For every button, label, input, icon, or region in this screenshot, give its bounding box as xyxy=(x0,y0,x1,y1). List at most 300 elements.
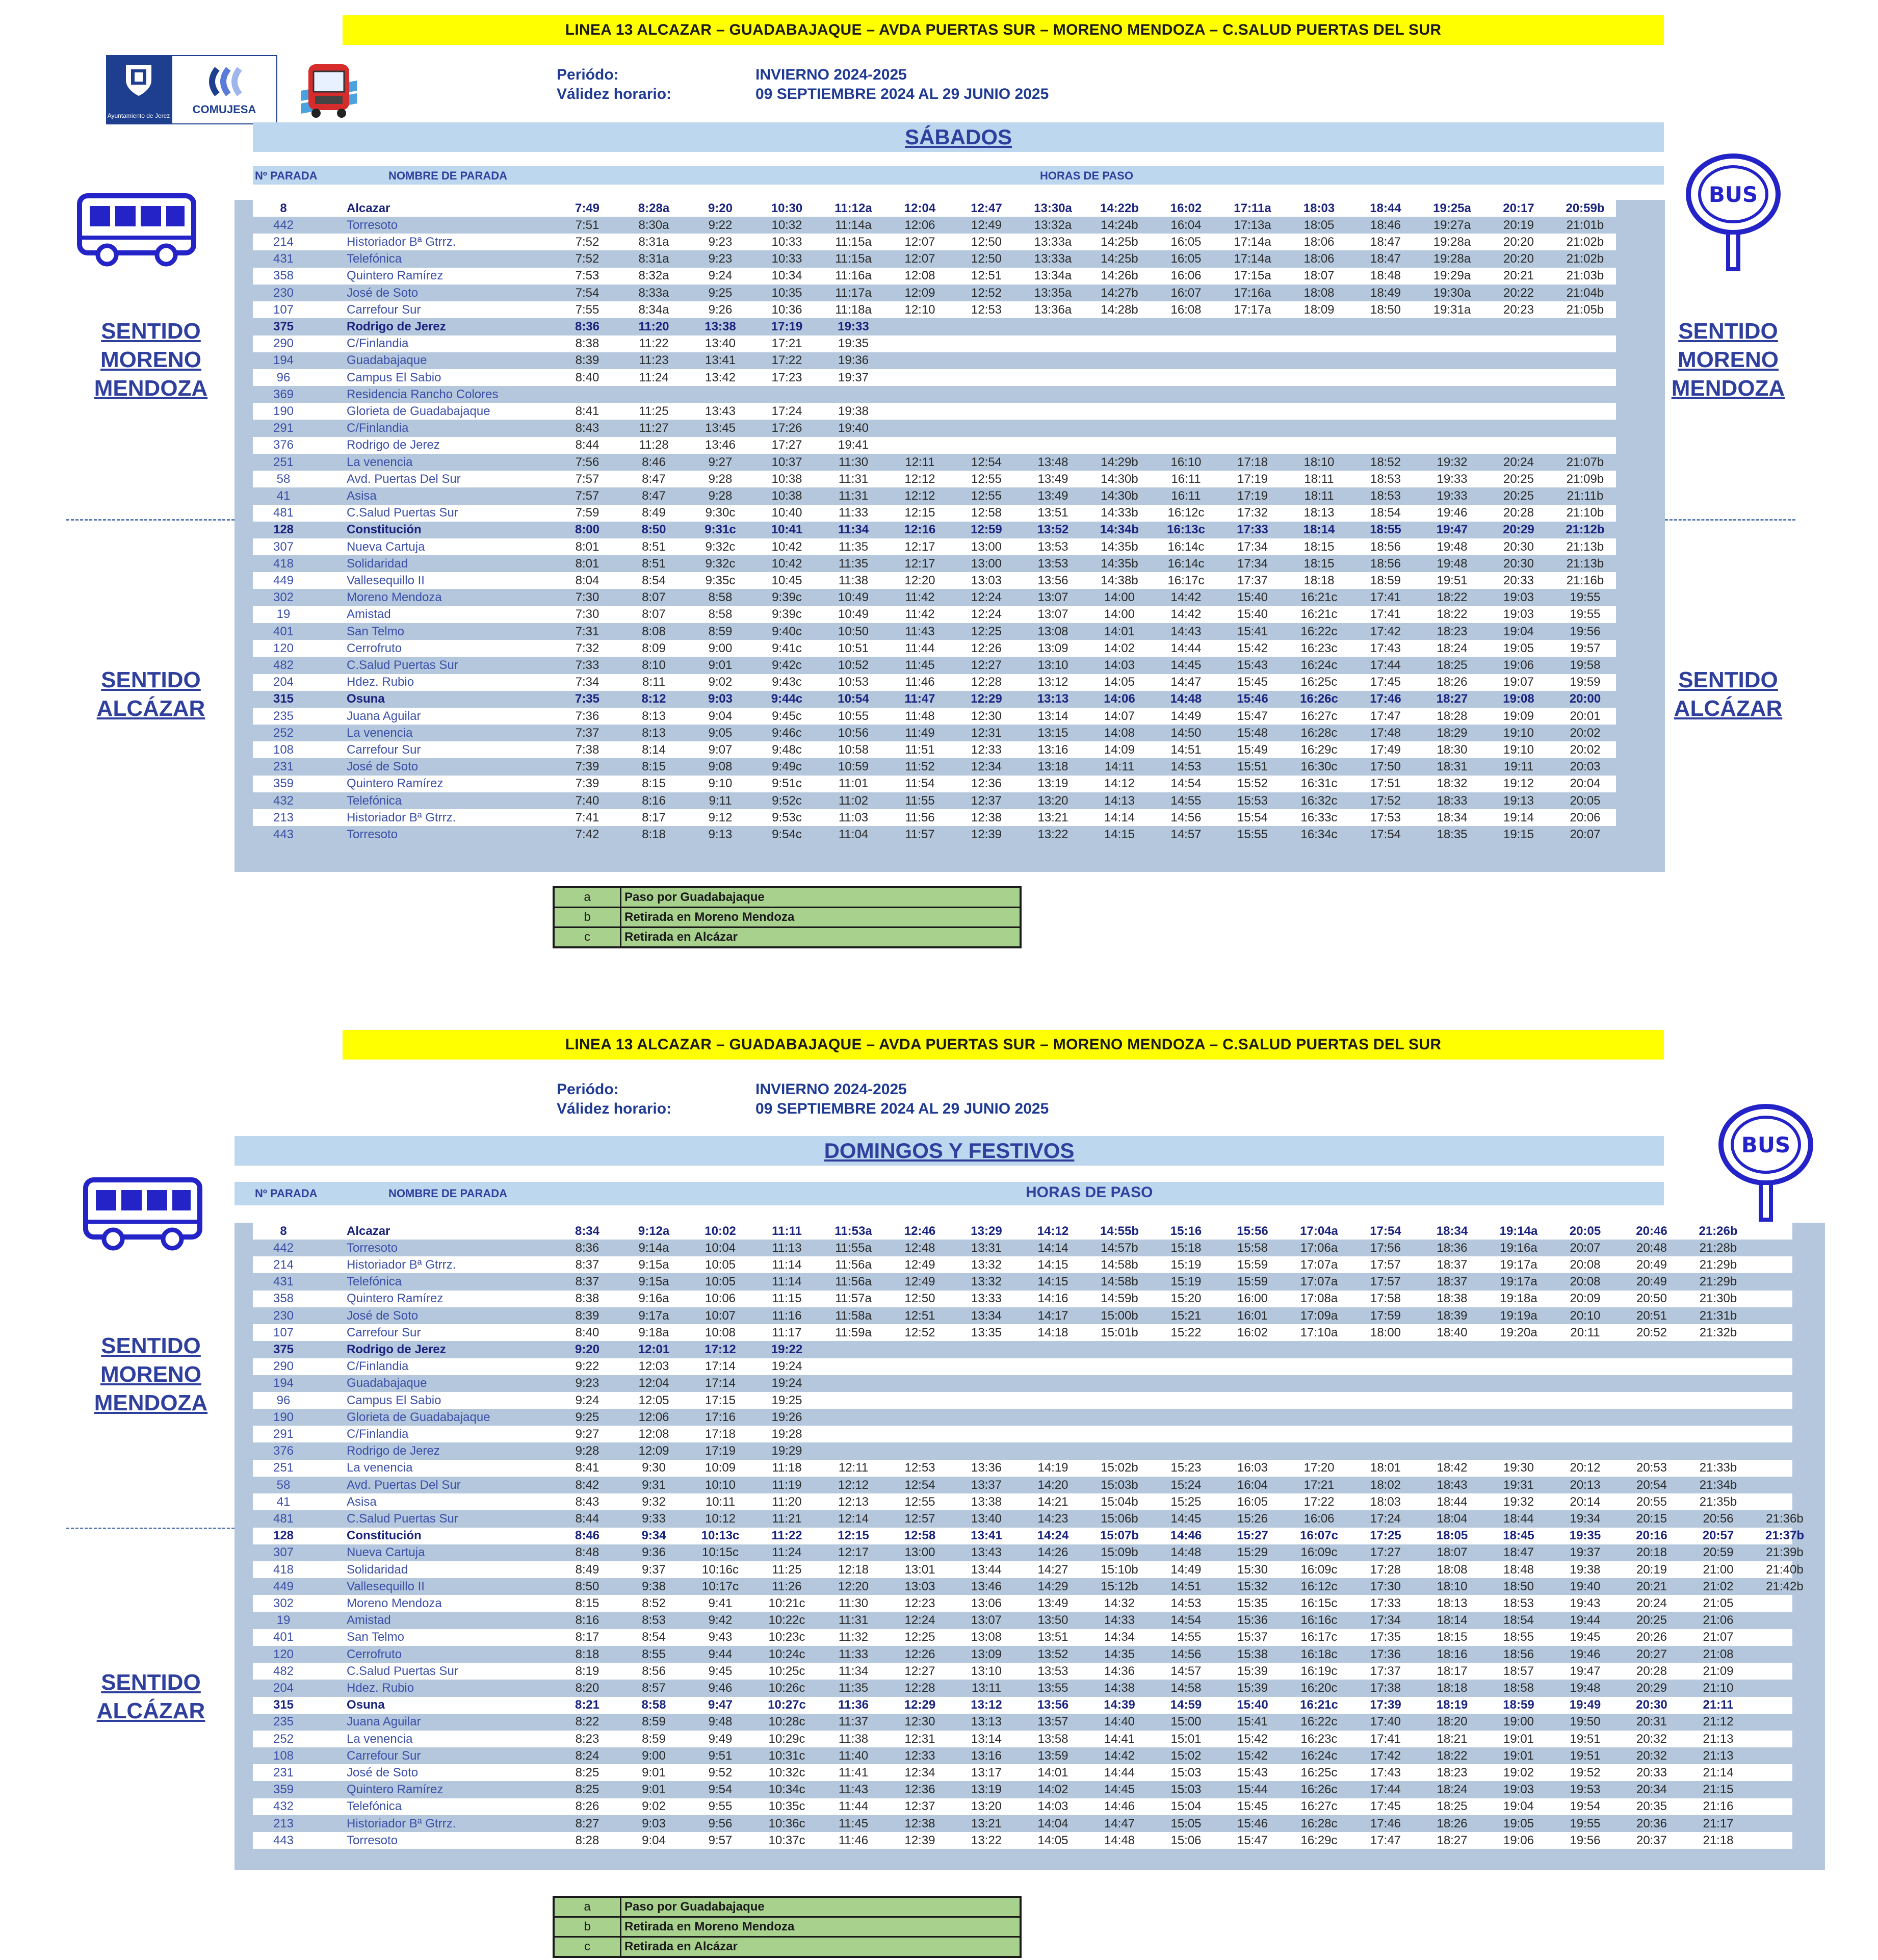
departure-time: 7:36 xyxy=(575,709,599,723)
departure-time: 17:44 xyxy=(1370,658,1401,672)
departure-time: 21:13b xyxy=(1566,539,1604,554)
stop-name: Carrefour Sur xyxy=(347,302,421,317)
departure-time: 9:47 xyxy=(708,1698,733,1712)
departure-time: 9:36 xyxy=(642,1545,666,1560)
table-row xyxy=(253,1324,1792,1341)
departure-time: 9:34 xyxy=(641,1529,666,1543)
departure-time: 12:17 xyxy=(904,556,935,571)
departure-time: 17:37 xyxy=(1370,1664,1401,1678)
departure-time: 14:17 xyxy=(1037,1308,1068,1323)
departure-time: 19:03 xyxy=(1503,1783,1534,1797)
table-row xyxy=(253,1392,1792,1409)
departure-time: 14:43 xyxy=(1170,624,1202,638)
departure-time: 11:43 xyxy=(838,1783,869,1797)
stop-name: Rodrigo de Jerez xyxy=(347,1444,440,1458)
departure-time: 12:12 xyxy=(904,472,935,486)
departure-time: 10:16c xyxy=(701,1562,739,1577)
departure-time: 19:58 xyxy=(1570,658,1601,672)
departure-time: 14:47 xyxy=(1104,1816,1135,1830)
stop-number: 96 xyxy=(276,370,291,384)
departure-time: 16:31c xyxy=(1300,777,1338,791)
departure-time: 13:21 xyxy=(1037,810,1068,824)
departure-time: 14:55 xyxy=(1170,1630,1202,1644)
stop-number: 442 xyxy=(273,218,294,232)
stop-number: 96 xyxy=(276,1393,291,1407)
departure-time: 8:43 xyxy=(575,421,599,435)
departure-time: 17:15a xyxy=(1234,269,1271,283)
departure-time: 10:07 xyxy=(705,1308,736,1323)
departure-time: 15:07b xyxy=(1100,1529,1139,1543)
departure-time: 19:36 xyxy=(838,353,869,368)
departure-time: 20:54 xyxy=(1636,1478,1667,1492)
departure-time: 9:52c xyxy=(772,793,802,808)
departure-time: 11:15 xyxy=(772,1292,802,1306)
departure-time: 15:38 xyxy=(1237,1647,1268,1661)
table-row xyxy=(253,268,1616,285)
departure-time: 14:35 xyxy=(1104,1647,1135,1661)
table-row xyxy=(253,352,1616,369)
departure-time: 17:14a xyxy=(1234,235,1271,249)
departure-time: 9:15a xyxy=(638,1257,669,1272)
departure-time: 18:20 xyxy=(1437,1715,1468,1729)
table-row xyxy=(253,217,1616,234)
departure-time: 13:15 xyxy=(1037,726,1068,740)
table-row xyxy=(253,809,1616,826)
departure-time: 17:11a xyxy=(1234,201,1271,215)
stop-name: Constitución xyxy=(347,523,422,537)
departure-time: 9:44c xyxy=(771,692,803,706)
departure-time: 13:31 xyxy=(971,1241,1002,1255)
departure-time: 16:30c xyxy=(1300,760,1338,774)
departure-time: 9:24 xyxy=(575,1393,599,1407)
departure-time: 16:25c xyxy=(1300,675,1338,689)
departure-time: 16:04 xyxy=(1170,218,1202,232)
departure-time: 17:37 xyxy=(1237,573,1268,587)
table-row xyxy=(253,437,1616,454)
departure-time: 11:30 xyxy=(838,1596,869,1610)
departure-time: 20:20 xyxy=(1503,235,1534,249)
departure-time: 16:22c xyxy=(1300,624,1338,638)
departure-time: 18:13 xyxy=(1303,506,1335,520)
departure-time: 14:28b xyxy=(1101,302,1138,317)
departure-time: 15:01b xyxy=(1101,1325,1138,1339)
ayuntamiento-logo-text: Ayuntamiento de Jerez xyxy=(107,112,170,119)
departure-time: 13:49 xyxy=(1037,1596,1068,1610)
departure-time: 18:30 xyxy=(1437,742,1468,757)
departure-time: 11:36 xyxy=(838,1698,869,1712)
stop-number: 432 xyxy=(273,1799,294,1814)
departure-time: 15:43 xyxy=(1237,1765,1268,1780)
departure-time: 8:44 xyxy=(575,1511,599,1526)
stop-number: 443 xyxy=(273,1833,294,1847)
departure-time: 14:45 xyxy=(1170,1511,1202,1526)
departure-time: 14:14 xyxy=(1037,1241,1068,1255)
departure-time: 9:43 xyxy=(708,1630,733,1644)
departure-time: 20:21 xyxy=(1503,269,1534,283)
bus-mascot-icon xyxy=(296,60,362,126)
departure-time: 11:52 xyxy=(905,760,935,774)
table-row xyxy=(253,741,1616,758)
departure-time: 18:59 xyxy=(1503,1698,1534,1712)
departure-time: 18:23 xyxy=(1437,624,1468,638)
departure-time: 19:38 xyxy=(1570,1562,1601,1577)
stop-number: 418 xyxy=(273,1562,294,1577)
stop-number: 8 xyxy=(280,201,287,215)
departure-time: 8:59 xyxy=(642,1732,666,1746)
departure-time: 18:01 xyxy=(1370,1461,1401,1475)
stop-number: 481 xyxy=(273,1511,294,1526)
departure-time: 11:31 xyxy=(838,488,869,503)
departure-time: 10:37 xyxy=(771,455,802,469)
departure-time: 8:18 xyxy=(642,827,666,841)
departure-time: 16:14c xyxy=(1167,539,1205,554)
col-name-header: NOMBRE DE PARADA xyxy=(388,1187,508,1200)
departure-time: 9:42 xyxy=(708,1613,733,1628)
stop-name: Telefónica xyxy=(347,252,402,266)
stop-name: C.Salud Puertas Sur xyxy=(347,1664,458,1678)
departure-time: 13:52 xyxy=(1037,523,1069,537)
departure-time: 14:58 xyxy=(1170,1681,1202,1695)
departure-time: 10:23c xyxy=(768,1630,805,1644)
departure-time: 19:37 xyxy=(838,370,869,384)
departure-time: 16:29c xyxy=(1300,1833,1338,1847)
departure-time: 13:11 xyxy=(971,1681,1002,1695)
departure-time: 11:04 xyxy=(838,827,869,841)
departure-time: 14:30b xyxy=(1101,488,1138,503)
departure-time: 17:58 xyxy=(1370,1292,1401,1306)
departure-time: 15:42 xyxy=(1237,641,1268,655)
departure-time: 9:08 xyxy=(708,760,733,774)
departure-time: 18:29 xyxy=(1437,726,1468,740)
departure-time: 21:13 xyxy=(1703,1748,1734,1763)
departure-time: 14:55 xyxy=(1170,793,1202,808)
departure-time: 20:00 xyxy=(1569,692,1601,706)
departure-time: 17:41 xyxy=(1370,607,1401,622)
departure-time: 8:37 xyxy=(575,1257,599,1272)
stop-name: Juana Aguilar xyxy=(347,1715,421,1729)
departure-time: 20:36 xyxy=(1636,1816,1667,1830)
table-row xyxy=(253,1544,1804,1561)
departure-time: 19:32 xyxy=(1503,1494,1534,1509)
departure-time: 7:57 xyxy=(575,488,599,503)
stop-name: Quintero Ramírez xyxy=(347,269,444,283)
departure-time: 19:12 xyxy=(1503,777,1534,791)
departure-time: 14:35b xyxy=(1101,539,1138,554)
departure-time: 19:51 xyxy=(1437,573,1468,587)
stop-number: 359 xyxy=(273,1783,294,1797)
departure-time: 20:49 xyxy=(1636,1257,1667,1272)
departure-time: 12:46 xyxy=(904,1224,936,1238)
departure-time: 16:24c xyxy=(1300,658,1338,672)
departure-time: 15:40 xyxy=(1237,590,1268,605)
departure-time: 18:44 xyxy=(1370,201,1401,215)
departure-time: 17:50 xyxy=(1370,760,1401,774)
stop-number: 214 xyxy=(273,1257,294,1272)
departure-time: 19:30 xyxy=(1503,1461,1534,1475)
departure-time: 8:41 xyxy=(575,1461,599,1475)
departure-time: 16:22c xyxy=(1300,1715,1338,1729)
departure-time: 18:02 xyxy=(1370,1478,1401,1492)
departure-time: 18:22 xyxy=(1437,590,1468,605)
departure-time: 14:11 xyxy=(1104,760,1135,774)
departure-time: 13:46 xyxy=(971,1579,1002,1593)
departure-time: 8:32a xyxy=(638,269,669,283)
departure-time: 20:01 xyxy=(1570,709,1601,723)
departure-time: 20:12 xyxy=(1570,1461,1601,1475)
departure-time: 18:15 xyxy=(1437,1630,1468,1644)
departure-time: 11:15a xyxy=(835,252,872,266)
departure-time: 9:27 xyxy=(575,1427,599,1441)
table-row xyxy=(253,1358,1792,1375)
departure-time: 14:07 xyxy=(1104,709,1135,723)
departure-time: 13:33a xyxy=(1034,252,1072,266)
stop-name: C/Finlandia xyxy=(347,1359,409,1374)
stop-number: 376 xyxy=(273,1444,294,1458)
departure-time: 21:11 xyxy=(1703,1698,1734,1712)
departure-time: 20:22 xyxy=(1503,286,1534,300)
departure-time: 17:07a xyxy=(1300,1275,1338,1289)
departure-time: 14:02 xyxy=(1037,1783,1068,1797)
departure-time: 17:14 xyxy=(705,1376,736,1390)
departure-time: 17:34 xyxy=(1237,556,1268,571)
departure-time: 9:02 xyxy=(708,675,733,689)
departure-time: 15:41 xyxy=(1237,624,1268,638)
departure-time: 12:07 xyxy=(904,252,935,266)
departure-time: 11:31 xyxy=(838,1613,869,1628)
departure-time: 20:30 xyxy=(1503,539,1534,554)
stop-number: 252 xyxy=(273,726,294,740)
departure-time: 18:27 xyxy=(1437,1833,1468,1847)
departure-time: 20:02 xyxy=(1570,742,1601,757)
departure-time: 17:24 xyxy=(1370,1511,1401,1526)
stop-number: 19 xyxy=(276,607,291,622)
departure-time: 11:38 xyxy=(838,573,869,587)
departure-time: 9:45c xyxy=(772,709,802,723)
departure-time: 14:26 xyxy=(1037,1545,1068,1560)
departure-time: 13:09 xyxy=(1037,641,1068,655)
departure-time: 13:32 xyxy=(971,1275,1002,1289)
departure-time: 12:15 xyxy=(904,506,935,520)
departure-time: 19:49 xyxy=(1569,1698,1601,1712)
departure-time: 12:24 xyxy=(971,607,1002,622)
departure-time: 14:51 xyxy=(1170,1579,1202,1593)
departure-time: 12:53 xyxy=(971,302,1002,317)
departure-time: 17:54 xyxy=(1370,827,1401,841)
departure-time: 14:55b xyxy=(1100,1224,1139,1238)
departure-time: 18:53 xyxy=(1503,1596,1534,1610)
departure-time: 12:51 xyxy=(971,269,1002,283)
departure-time: 13:57 xyxy=(1037,1715,1068,1729)
legend-row-b: b Retirada en Moreno Mendoza xyxy=(555,908,1020,926)
departure-time: 15:20 xyxy=(1170,1292,1202,1306)
departure-time: 12:11 xyxy=(838,1461,869,1475)
departure-time: 14:21 xyxy=(1037,1494,1068,1509)
departure-time: 12:37 xyxy=(904,1799,935,1814)
departure-time: 12:07 xyxy=(904,235,935,249)
departure-time: 19:53 xyxy=(1570,1783,1601,1797)
departure-time: 12:37 xyxy=(971,793,1002,808)
departure-time: 17:35 xyxy=(1370,1630,1401,1644)
departure-time: 19:55 xyxy=(1570,1816,1601,1830)
departure-time: 17:25 xyxy=(1370,1529,1401,1543)
departure-time: 18:07 xyxy=(1437,1545,1468,1560)
stop-name: Juana Aguilar xyxy=(347,709,421,723)
departure-time: 18:48 xyxy=(1370,269,1401,283)
departure-time: 12:20 xyxy=(838,1579,869,1593)
departure-time: 10:04 xyxy=(705,1241,736,1255)
departure-time: 11:57 xyxy=(905,827,935,841)
departure-time: 14:57 xyxy=(1170,1664,1202,1678)
departure-time: 10:51 xyxy=(838,641,869,655)
stop-name: Amistad xyxy=(347,607,391,622)
departure-time: 21:30b xyxy=(1699,1292,1737,1306)
departure-time: 7:42 xyxy=(575,827,599,841)
departure-time: 12:14 xyxy=(838,1511,869,1526)
departure-time: 8:39 xyxy=(575,353,599,368)
departure-time: 20:56 xyxy=(1703,1511,1734,1526)
departure-time: 17:36 xyxy=(1370,1647,1401,1661)
departure-time: 11:24 xyxy=(772,1545,802,1560)
stop-number: 401 xyxy=(273,1630,294,1644)
departure-time: 15:03 xyxy=(1170,1783,1202,1797)
departure-time: 21:07 xyxy=(1703,1630,1734,1644)
departure-time: 8:47 xyxy=(642,488,666,503)
stop-number: 302 xyxy=(273,1596,294,1610)
departure-time: 12:30 xyxy=(971,709,1002,723)
departure-time: 20:02 xyxy=(1570,726,1601,740)
departure-time: 13:07 xyxy=(971,1613,1002,1628)
departure-time: 14:34 xyxy=(1104,1630,1135,1644)
departure-time: 15:06b xyxy=(1101,1511,1138,1526)
departure-time: 19:56 xyxy=(1570,1833,1601,1847)
departure-time: 21:13b xyxy=(1566,556,1604,571)
departure-time: 19:29a xyxy=(1433,269,1471,283)
departure-time: 19:37 xyxy=(1570,1545,1601,1560)
table-row xyxy=(253,1832,1792,1849)
departure-time: 18:55 xyxy=(1370,523,1401,537)
departure-time: 19:51 xyxy=(1570,1732,1601,1746)
departure-time: 19:18a xyxy=(1500,1292,1537,1306)
svg-text:BUS: BUS xyxy=(1741,1132,1791,1157)
departure-time: 12:17 xyxy=(904,539,935,554)
departure-time: 12:55 xyxy=(904,1494,935,1509)
departure-time: 14:58b xyxy=(1101,1275,1138,1289)
departure-time: 8:51 xyxy=(642,539,666,554)
departure-time: 11:14 xyxy=(772,1257,802,1272)
bus-stop-sign-icon xyxy=(1682,151,1789,273)
departure-time: 13:06 xyxy=(971,1596,1002,1610)
departure-time: 8:54 xyxy=(642,1630,666,1644)
departure-time: 10:41 xyxy=(771,523,803,537)
departure-time: 10:05 xyxy=(705,1257,736,1272)
departure-time: 12:55 xyxy=(971,488,1002,503)
departure-time: 19:28a xyxy=(1433,252,1471,266)
departure-time: 18:49 xyxy=(1370,286,1401,300)
departure-time: 8:04 xyxy=(575,573,599,587)
departure-time: 13:16 xyxy=(971,1748,1002,1763)
stop-number: 108 xyxy=(273,1748,294,1763)
departure-time: 10:59 xyxy=(838,760,869,774)
departure-time: 11:14a xyxy=(835,218,872,232)
departure-time: 19:11 xyxy=(1503,760,1534,774)
departure-time: 18:31 xyxy=(1437,760,1468,774)
departure-time: 10:10 xyxy=(705,1478,736,1492)
departure-time: 20:03 xyxy=(1570,760,1601,774)
departure-time: 8:49 xyxy=(642,506,666,520)
departure-time: 8:58 xyxy=(708,590,733,605)
departure-time: 18:39 xyxy=(1437,1308,1468,1323)
stop-number: 194 xyxy=(273,1376,294,1390)
day-header-saturdays: SÁBADOS xyxy=(253,122,1664,152)
table-row xyxy=(253,403,1616,420)
departure-time: 9:03 xyxy=(642,1816,666,1830)
departure-time: 19:24 xyxy=(771,1376,802,1390)
departure-time: 14:23 xyxy=(1037,1511,1068,1526)
departure-time: 15:46 xyxy=(1237,692,1268,706)
table-row xyxy=(253,1256,1792,1273)
stop-number: 431 xyxy=(273,252,294,266)
departure-time: 21:35b xyxy=(1699,1494,1737,1509)
departure-time: 16:26c xyxy=(1300,1783,1338,1797)
departure-time: 9:03 xyxy=(708,692,733,706)
departure-time: 11:20 xyxy=(772,1494,802,1509)
departure-time: 9:25 xyxy=(708,286,733,300)
departure-time: 11:33 xyxy=(838,1647,869,1661)
table-row xyxy=(253,1764,1792,1781)
departure-time: 14:00 xyxy=(1104,607,1135,622)
departure-time: 9:26 xyxy=(708,302,733,317)
departure-time: 19:33 xyxy=(1437,472,1468,486)
departure-time: 17:41 xyxy=(1370,1732,1401,1746)
departure-time: 12:38 xyxy=(971,810,1002,824)
departure-time: 9:23 xyxy=(575,1376,599,1390)
departure-time: 10:05 xyxy=(705,1275,736,1289)
departure-time: 15:44 xyxy=(1237,1783,1268,1797)
departure-time: 15:03b xyxy=(1101,1478,1138,1492)
departure-time: 18:03 xyxy=(1370,1494,1401,1509)
departure-time: 8:36 xyxy=(575,1241,599,1255)
departure-time: 12:26 xyxy=(904,1647,935,1661)
departure-time: 16:05 xyxy=(1170,252,1202,266)
departure-time: 7:30 xyxy=(575,607,599,622)
departure-time: 14:46 xyxy=(1104,1799,1135,1814)
stop-name: C.Salud Puertas Sur xyxy=(347,658,458,672)
departure-time: 17:06a xyxy=(1300,1241,1338,1255)
departure-time: 14:48 xyxy=(1104,1833,1135,1847)
departure-time: 13:46 xyxy=(705,438,736,452)
departure-time: 17:33 xyxy=(1237,523,1268,537)
departure-time: 12:50 xyxy=(904,1292,935,1306)
departure-time: 11:44 xyxy=(905,641,935,655)
stop-name: Historiador Bª Gtrrz. xyxy=(347,810,456,824)
table-row xyxy=(253,1782,1792,1798)
departure-time: 11:58a xyxy=(835,1308,872,1323)
departure-time: 10:29c xyxy=(768,1732,805,1746)
departure-time: 11:31 xyxy=(838,472,869,486)
departure-time: 17:52 xyxy=(1370,793,1401,808)
departure-time: 7:52 xyxy=(575,252,599,266)
departure-time: 9:30c xyxy=(705,506,736,520)
departure-time: 19:55 xyxy=(1570,590,1601,605)
stop-number: 213 xyxy=(273,1816,294,1830)
departure-time: 19:14a xyxy=(1499,1224,1538,1238)
departure-time: 19:35 xyxy=(1569,1529,1601,1543)
departure-time: 8:51 xyxy=(642,556,666,571)
departure-time: 12:28 xyxy=(971,675,1002,689)
departure-time: 11:17a xyxy=(835,286,872,300)
departure-time: 19:55 xyxy=(1570,607,1601,622)
departure-time: 11:55a xyxy=(835,1241,872,1255)
